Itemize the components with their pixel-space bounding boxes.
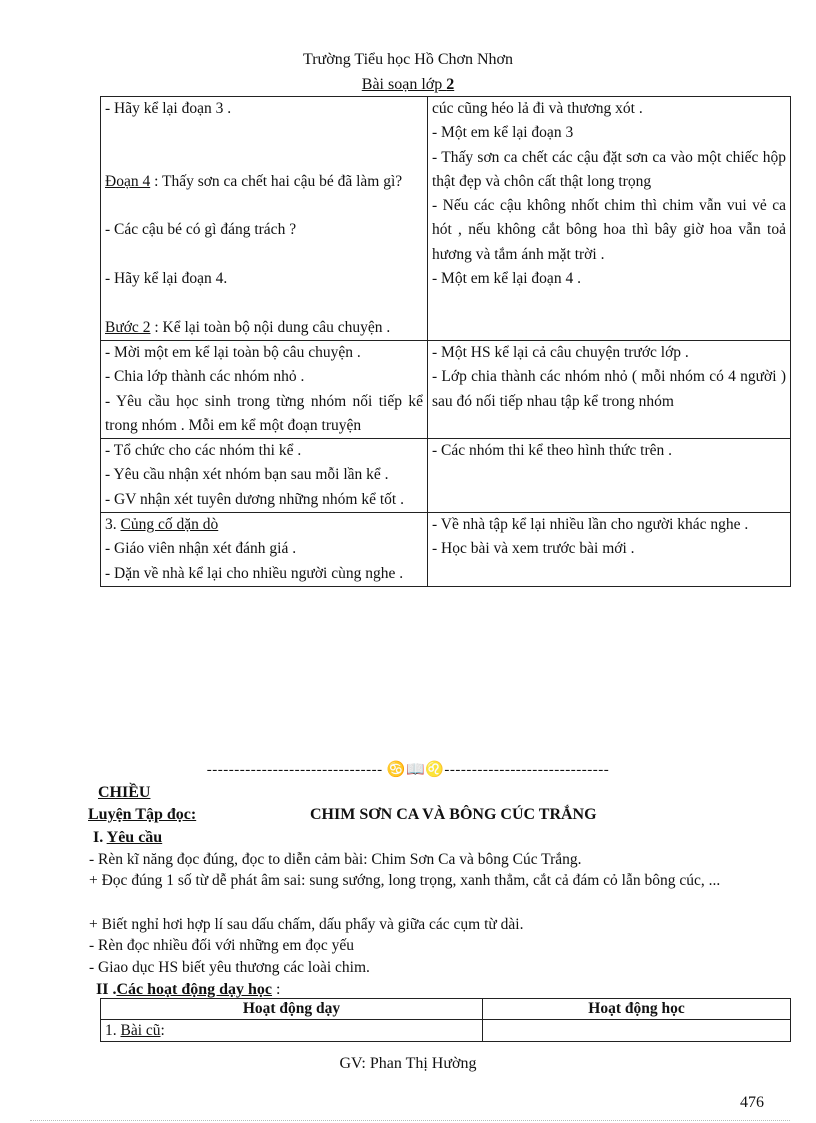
subtitle-prefix: Bài soạn lớp (361, 76, 447, 93)
page-number: 476 (740, 1094, 764, 1111)
teacher-activity-cell (101, 513, 428, 587)
lesson-activity-body (101, 97, 791, 587)
line-text: - Tổ chức cho các nhóm thi kể . (105, 442, 302, 460)
goal-item: + Biết nghỉ hơi hợp lí sau dấu chấm, dấu phẩy và giữa các cụm từ dài. (89, 916, 524, 933)
activity-line (432, 146, 786, 195)
student-activity-cell (428, 340, 791, 438)
activity-line (432, 341, 786, 365)
teacher-name: GV: Phan Thị Hường (339, 1055, 477, 1072)
step-label: Đoạn 4 (105, 172, 151, 190)
activity-line (105, 562, 423, 586)
line-text: - Yêu cầu nhận xét nhóm bạn sau mỗi lần kể . (105, 466, 389, 484)
line-text: - Yêu cầu học sinh trong từng nhóm nối tiếp kể trong nhóm . Mỗi em kể một đoạn truyện (105, 392, 423, 434)
section-requirements-heading (93, 829, 162, 847)
line-text: - Nếu các cậu không nhốt chim thì chim vẫn vui vẻ ca hót , nếu không cắt bông hoa thì bây giờ hoa vẫn toả hương và tắm ánh mặt trời . (432, 197, 786, 263)
activity-line (105, 170, 423, 194)
activity-line (105, 243, 423, 267)
line-text: - Một HS kể lại cả câu chuyện trước lớp . (432, 343, 689, 361)
activity-line (432, 97, 786, 121)
empty-cell (483, 1020, 791, 1042)
activity-line (105, 341, 423, 365)
goal-item: + Đọc đúng 1 số từ dễ phát âm sai: sung sướng, long trọng, xanh thẳm, cắt cả đám cỏ lẫn bông cúc, ... (89, 872, 721, 889)
line-text: - Lớp chia thành các nhóm nhỏ ( mỗi nhóm có 4 người ) sau đó nối tiếp nhau tập kể trong nhóm (432, 368, 786, 410)
line-text: - Một em kể lại đoạn 4 . (432, 270, 581, 288)
lesson-title: CHIM SƠN CA VÀ BÔNG CÚC TRẮNG (310, 806, 597, 823)
goal-item: - Rèn kĩ năng đọc đúng, đọc to diễn cảm bài: Chim Sơn Ca và bông Cúc Trắng. (89, 851, 582, 868)
table-row (101, 439, 791, 513)
line-text: - Các nhóm thi kể theo hình thức trên . (432, 442, 672, 460)
activity-line (432, 365, 786, 414)
activity-line (105, 121, 423, 145)
step-label: Củng cố dặn dò (120, 516, 219, 534)
activity-line (105, 218, 423, 242)
lesson-label: Luyện Tập đọc: (88, 806, 197, 823)
section-title: Các hoạt động dạy học (116, 981, 273, 998)
lesson-activity-table (100, 96, 791, 587)
row-colon: : (160, 1021, 165, 1039)
activity-line (432, 513, 786, 537)
line-text: - Học bài và xem trước bài mới . (432, 540, 635, 558)
line-text: - GV nhận xét tuyên dương những nhóm kể tốt . (105, 490, 404, 508)
activity-line (432, 439, 786, 463)
footer-rule (30, 1120, 790, 1121)
teacher-activity-cell (101, 439, 428, 513)
section-title: Yêu cầu (106, 829, 163, 846)
student-activity-cell (428, 439, 791, 513)
teacher-activity-cell (101, 340, 428, 438)
school-name: Trường Tiểu học Hồ Chơn Nhơn (303, 51, 513, 68)
student-activity-cell (428, 513, 791, 587)
activity-line (432, 121, 786, 145)
activity-line (105, 537, 423, 561)
line-text: cúc cũng héo lả đi và thương xót . (432, 100, 643, 117)
section-activities-heading (96, 981, 280, 999)
activities-table (100, 998, 791, 1042)
line-text: - Dặn về nhà kể lại cho nhiều người cùng nghe . (105, 564, 404, 582)
activity-line (105, 463, 423, 487)
section-colon: : (272, 981, 281, 998)
session-heading: CHIỀU (98, 784, 151, 801)
header-student-activity: Hoạt động học (483, 999, 791, 1020)
lesson-plan-subtitle (0, 75, 816, 95)
line-text: - Chia lớp thành các nhóm nhỏ . (105, 368, 305, 386)
activity-line (105, 439, 423, 463)
line-text: - Về nhà tập kể lại nhiều lần cho người khác nghe . (432, 516, 749, 534)
goal-item: - Rèn đọc nhiều đối với những em đọc yếu (89, 937, 354, 954)
old-lesson-cell (101, 1020, 483, 1042)
section-divider: -------------------------------- ♋📖♌------------------------------ (206, 762, 610, 778)
activity-line (105, 513, 423, 537)
step-label: Bước 2 (105, 318, 151, 336)
header-teacher-activity: Hoạt động dạy (101, 999, 483, 1020)
activity-line (432, 537, 786, 561)
table-row (101, 340, 791, 438)
lesson-heading (88, 806, 788, 824)
table-row (101, 513, 791, 587)
line-text: - Một em kể lại đoạn 3 (432, 124, 574, 142)
activity-line (105, 365, 423, 389)
activity-line (432, 267, 786, 291)
activity-line (105, 488, 423, 512)
line-text: : Kể lại toàn bộ nội dung câu chuyện . (150, 318, 391, 336)
activity-line (105, 390, 423, 439)
line-text: - Hãy kể lại đoạn 3 . (105, 100, 232, 117)
activity-line (105, 146, 423, 170)
line-prefix: 3. (105, 516, 121, 534)
table-row (101, 97, 791, 341)
section-number: I. (93, 829, 107, 846)
line-text: - Thấy sơn ca chết các cậu đặt sơn ca vào một chiếc hộp thật đẹp và chôn cất thật long trọng (432, 148, 786, 190)
activity-line (105, 291, 423, 315)
line-text: - Các cậu bé có gì đáng trách ? (105, 221, 297, 239)
grade-number: 2 (446, 76, 455, 93)
row-prefix: 1. (105, 1021, 121, 1039)
teacher-activity-cell (101, 97, 428, 341)
activity-line (105, 194, 423, 218)
section-number: II . (96, 981, 117, 998)
activity-line (105, 267, 423, 291)
goal-item: - Giao dục HS biết yêu thương các loài chim. (89, 959, 370, 976)
activity-line (105, 316, 423, 340)
row-label: Bài cũ (120, 1021, 161, 1039)
line-text: : Thấy sơn ca chết hai cậu bé đã làm gì? (150, 172, 403, 190)
activity-line (432, 194, 786, 267)
line-text: - Hãy kể lại đoạn 4. (105, 270, 228, 288)
line-text: - Mời một em kể lại toàn bộ câu chuyện . (105, 343, 361, 361)
line-text: - Giáo viên nhận xét đánh giá . (105, 540, 297, 558)
activity-line (105, 97, 423, 121)
student-activity-cell (428, 97, 791, 341)
